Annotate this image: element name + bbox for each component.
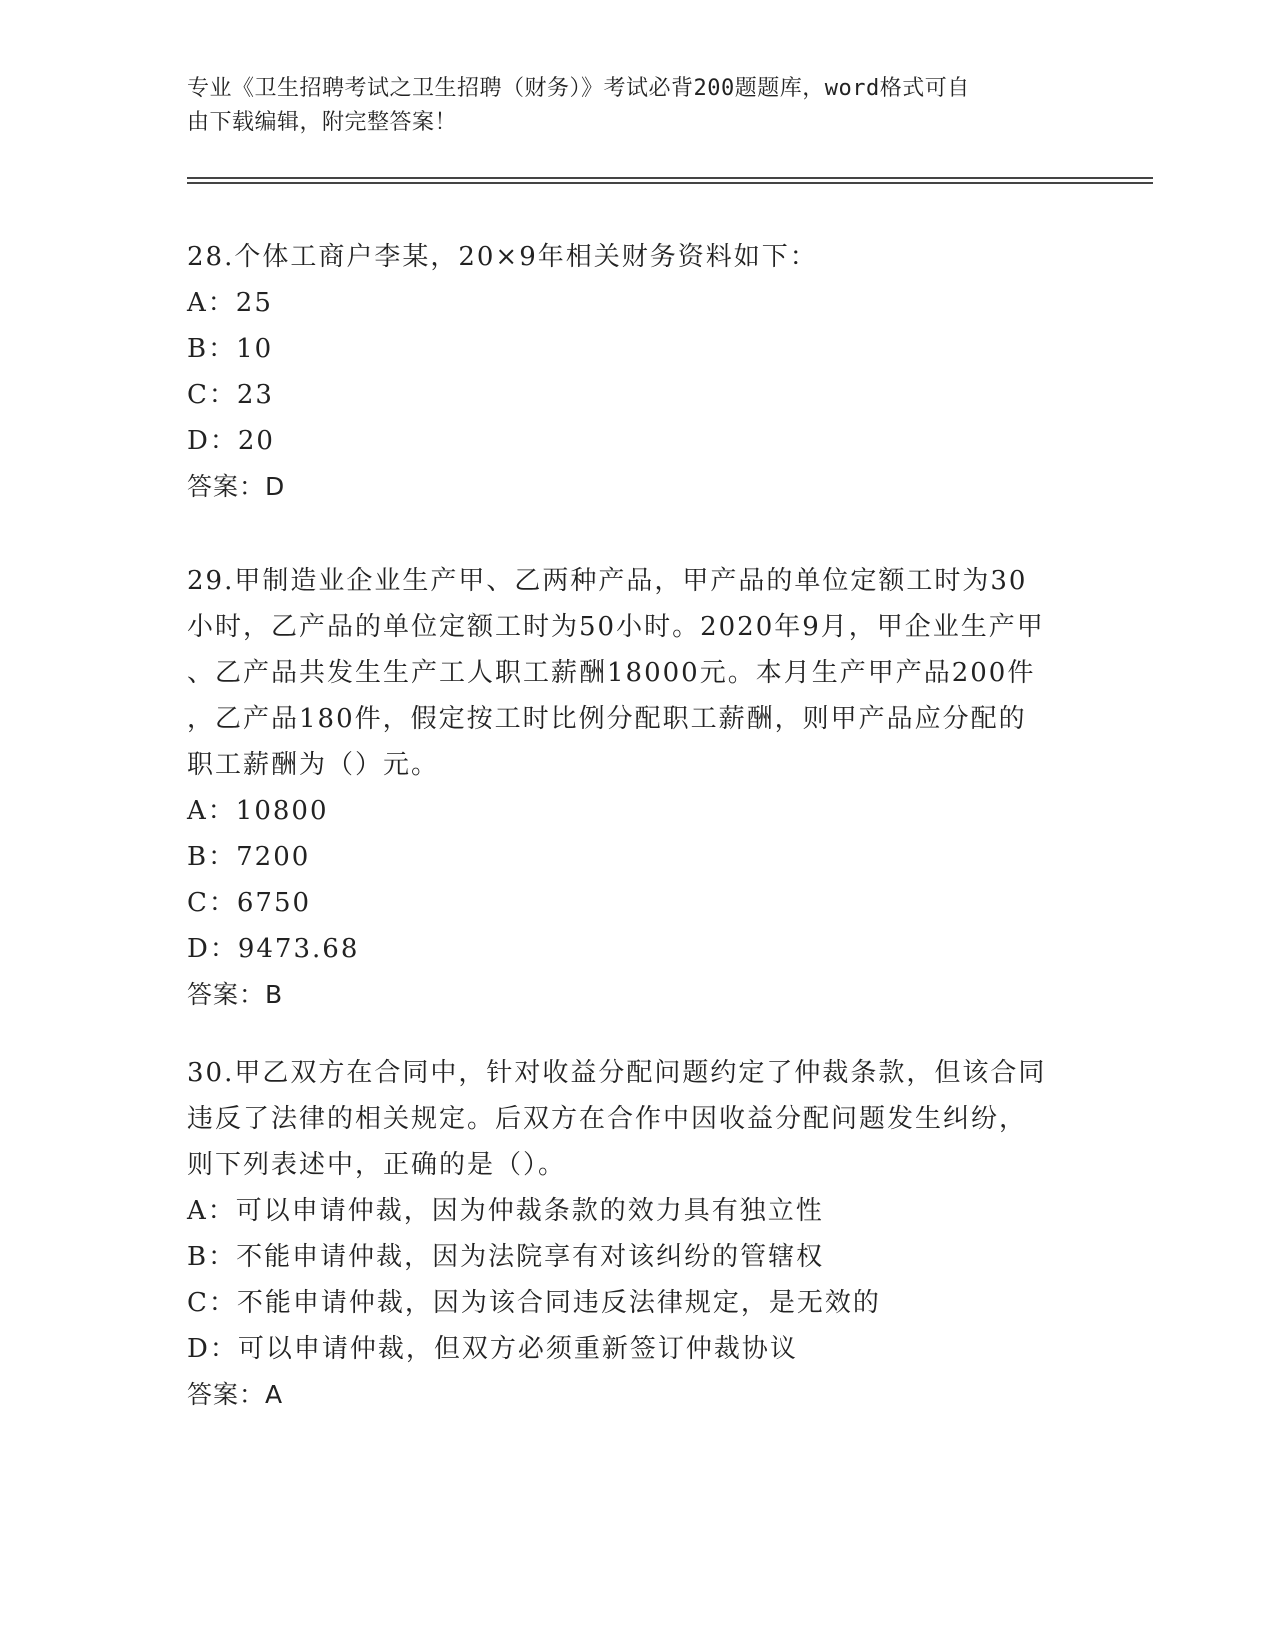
stem-line: 小时，乙产品的单位定额工时为50小时。2020年9月，甲企业生产甲 — [187, 612, 1045, 642]
option-a: A：可以申请仲裁，因为仲裁条款的效力具有独立性 — [187, 1196, 824, 1226]
header-divider-top — [187, 177, 1153, 179]
stem-line: 、乙产品共发生生产工人职工薪酬18000元。本月生产甲产品200件 — [187, 658, 1036, 688]
document-header — [187, 72, 1067, 140]
option-c: C：6750 — [187, 888, 312, 918]
stem-line: 29.甲制造业企业生产甲、乙两种产品，甲产品的单位定额工时为30 — [187, 566, 1028, 596]
question-stem — [187, 1050, 1087, 1188]
option-d: D：20 — [187, 426, 275, 456]
option-c: C：不能申请仲裁，因为该合同违反法律规定，是无效的 — [187, 1288, 881, 1318]
stem-line: 职工薪酬为（）元。 — [187, 750, 440, 780]
header-line-2: 由下载编辑，附完整答案！ — [187, 110, 458, 135]
option-d: D：9473.68 — [187, 934, 360, 964]
stem-line: ，乙产品180件，假定按工时比例分配职工薪酬，则甲产品应分配的 — [187, 704, 1027, 734]
option-b: B：10 — [187, 334, 274, 364]
stem-line: 则下列表述中，正确的是（）。 — [187, 1150, 567, 1180]
question-29 — [187, 558, 1087, 1018]
stem-line: 30.甲乙双方在合同中，针对收益分配问题约定了仲裁条款，但该合同 — [187, 1058, 1047, 1088]
option-a: A：25 — [187, 288, 273, 318]
question-stem — [187, 558, 1087, 788]
stem-line: 违反了法律的相关规定。后双方在合作中因收益分配问题发生纠纷， — [187, 1104, 1028, 1134]
question-30 — [187, 1050, 1087, 1418]
header-divider-bottom — [187, 182, 1153, 184]
option-b: B：7200 — [187, 842, 311, 872]
option-d: D：可以申请仲裁，但双方必须重新签订仲裁协议 — [187, 1334, 798, 1364]
option-b: B：不能申请仲裁，因为法院享有对该纠纷的管辖权 — [187, 1242, 825, 1272]
option-a: A：10800 — [187, 796, 329, 826]
answer: 答案：A — [187, 1380, 284, 1409]
header-line-1: 专业《卫生招聘考试之卫生招聘（财务）》考试必背200题题库，word格式可自 — [187, 76, 970, 101]
question-stem — [187, 234, 1087, 280]
answer: 答案：B — [187, 980, 284, 1009]
question-28 — [187, 234, 1087, 510]
stem-line: 28.个体工商户李某，20×9年相关财务资料如下： — [187, 242, 818, 272]
option-c: C：23 — [187, 380, 274, 410]
answer: 答案：D — [187, 472, 286, 501]
